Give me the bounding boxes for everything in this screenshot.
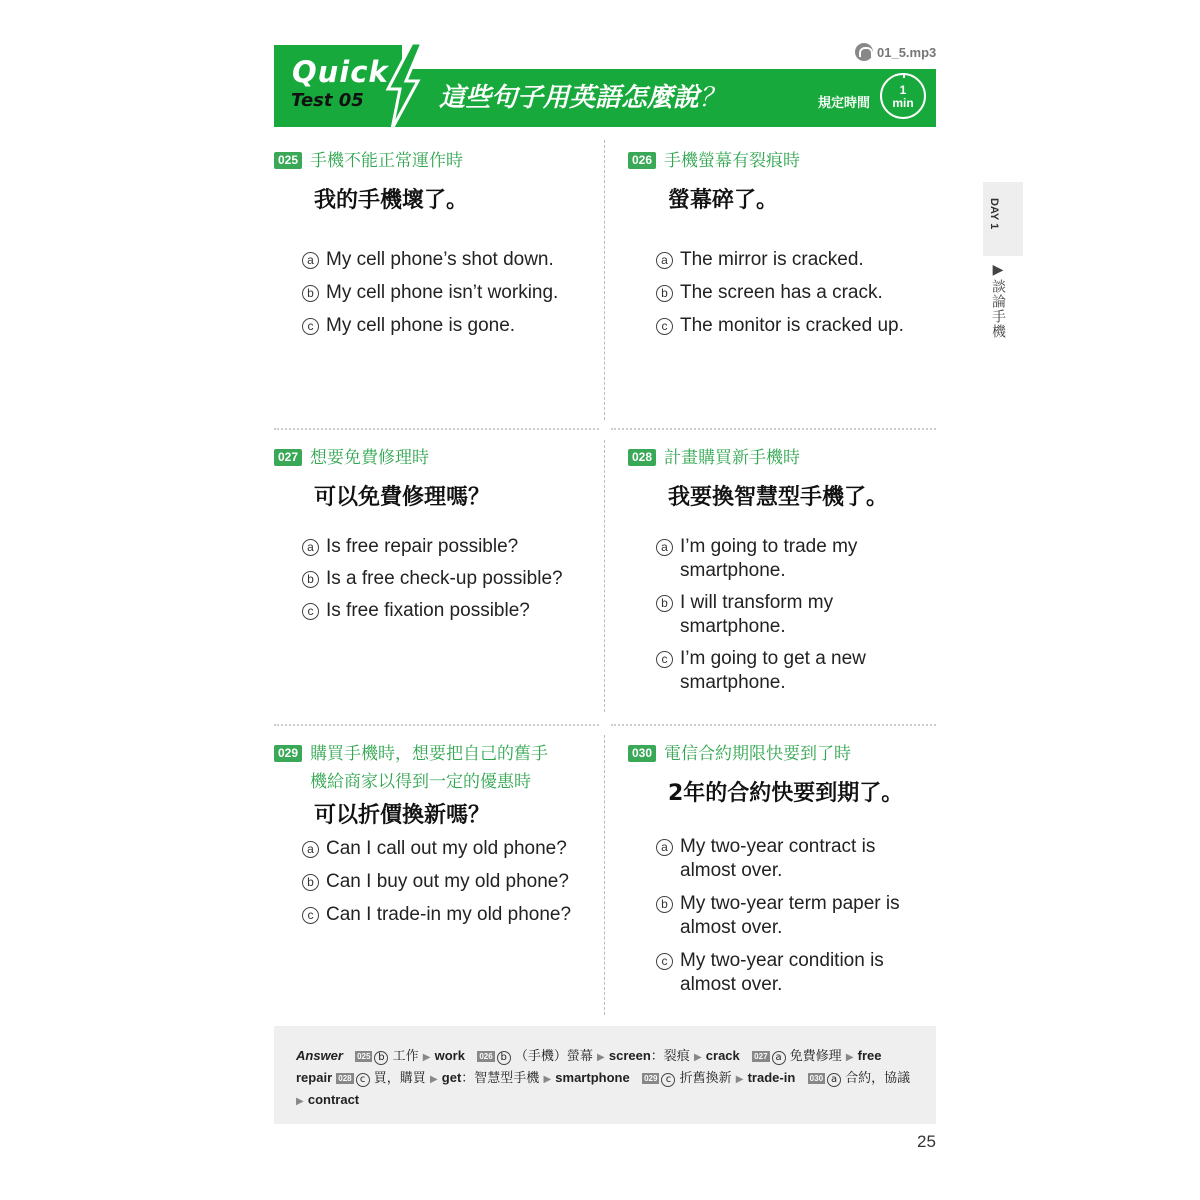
question-header [628, 740, 948, 768]
option-text: The mirror is cracked. [680, 249, 864, 270]
option-b[interactable] [656, 591, 948, 639]
option-marker: c [302, 603, 319, 620]
question-number: 025 [274, 152, 302, 169]
answer-marker: a [827, 1073, 841, 1087]
chinese-sentence: 我要換智慧型手機了。 [668, 485, 889, 510]
answer-zh: 折舊換新 [679, 1071, 732, 1086]
answer-options [302, 248, 594, 338]
option-line: I will transform my [680, 592, 834, 613]
option-line: almost over. [680, 860, 783, 881]
option-marker: a [656, 839, 673, 856]
option-b[interactable] [302, 281, 594, 305]
question-context [664, 147, 800, 175]
option-a[interactable] [656, 835, 948, 883]
option-text [680, 647, 866, 695]
chinese-sentence: 2年的合約快要到期了。 [668, 781, 904, 806]
question-header [628, 147, 948, 175]
answer-en: get [441, 1070, 462, 1085]
timer-unit: min [892, 96, 914, 110]
arrow-icon: ▶ [422, 1052, 431, 1063]
option-marker: a [302, 539, 319, 556]
context-line: 機給商家以得到一定的優惠時 [310, 772, 532, 792]
row-divider [274, 724, 599, 726]
answer-zh: 合約，協議 [845, 1071, 911, 1086]
question-block [274, 147, 594, 338]
option-marker: b [302, 285, 319, 302]
question-number: 027 [274, 449, 302, 466]
question-context [310, 444, 429, 472]
page-number: 25 [917, 1132, 936, 1151]
option-text: My cell phone’s shot down. [326, 249, 554, 270]
option-line: almost over. [680, 917, 783, 938]
answer-en: screen [608, 1048, 651, 1063]
question-number: 030 [628, 745, 656, 762]
time-limit-label: 規定時間 [818, 96, 871, 111]
test-number: Test 05 [291, 90, 364, 111]
page-title-text: 這些句子用英語怎麼說 [439, 83, 700, 113]
answer-options [656, 835, 948, 997]
answer-zh: 買，購買 [373, 1071, 426, 1086]
context-line: 手機不能正常運作時 [310, 151, 464, 171]
option-text [680, 835, 875, 883]
context-line: 購買手機時，想要把自己的舊手 [310, 744, 549, 764]
answer-zh: 工作 [392, 1049, 419, 1064]
answer-zh: （手機）螢幕 [514, 1049, 593, 1064]
option-marker: c [302, 318, 319, 335]
answer-marker: a [772, 1051, 786, 1065]
question-header [628, 444, 948, 472]
day-label: DAY 1 [988, 198, 1000, 230]
chinese-sentence: 螢幕碎了。 [668, 188, 779, 213]
answer-en: free repair [296, 1048, 882, 1085]
option-marker: a [656, 539, 673, 556]
context-line: 想要免費修理時 [310, 448, 430, 468]
answer-item [477, 1049, 739, 1064]
option-line: smartphone. [680, 616, 786, 637]
answer-options [656, 535, 948, 695]
row-divider [274, 428, 599, 430]
option-line: I’m going to get a new [680, 648, 866, 669]
option-marker: b [302, 874, 319, 891]
option-line: smartphone. [680, 672, 786, 693]
question-context [310, 740, 548, 796]
answer-zh: 免費修理 [789, 1049, 842, 1064]
option-marker: c [656, 651, 673, 668]
option-c[interactable] [656, 949, 948, 997]
context-line: 計畫購買新手機時 [664, 448, 801, 468]
option-text: Can I trade-in my old phone? [326, 904, 572, 925]
answer-en: smartphone [555, 1070, 630, 1085]
row-divider [611, 428, 936, 430]
answer-options [656, 248, 948, 338]
option-line: My two-year contract is [680, 836, 876, 857]
option-text: The monitor is cracked up. [680, 315, 904, 336]
question-block [628, 444, 948, 695]
option-text: My cell phone isn’t working. [326, 282, 559, 303]
answer-number: 025 [357, 1052, 371, 1061]
chinese-sentence: 我的手機壞了。 [314, 188, 469, 213]
question-number: 028 [628, 449, 656, 466]
option-text: Can I buy out my old phone? [326, 871, 569, 892]
option-b[interactable] [302, 870, 599, 894]
answer-en: trade-in [747, 1070, 796, 1085]
question-context [664, 740, 851, 768]
arrow-icon: ▶ [296, 1096, 304, 1107]
arrow-icon: ▶ [429, 1074, 438, 1085]
option-marker: a [302, 841, 319, 858]
option-marker: b [656, 595, 673, 612]
quick-label: Quick [292, 55, 389, 89]
option-a[interactable] [302, 837, 599, 861]
option-c[interactable] [656, 314, 948, 338]
answer-item [642, 1071, 795, 1086]
arrow-icon: ▶ [597, 1052, 605, 1063]
option-text: Is a free check-up possible? [326, 568, 563, 589]
option-line: My two-year condition is [680, 950, 884, 971]
answer-en: work [434, 1048, 465, 1063]
answer-marker: b [497, 1051, 511, 1065]
question-block [274, 740, 599, 927]
option-b[interactable] [302, 567, 594, 591]
option-text: Is free repair possible? [326, 536, 519, 557]
answer-zh: ：裂痕 [650, 1049, 690, 1064]
answer-marker: b [374, 1051, 388, 1065]
question-context [664, 444, 800, 472]
option-marker: c [302, 907, 319, 924]
option-c[interactable] [302, 599, 594, 623]
arrow-icon: ▶ [845, 1052, 854, 1063]
option-text [680, 535, 857, 583]
option-c[interactable] [302, 903, 599, 927]
answer-item [336, 1071, 629, 1086]
question-block [274, 444, 594, 623]
row-divider [611, 724, 936, 726]
option-marker: b [656, 896, 673, 913]
option-marker: a [656, 252, 673, 269]
answer-number: 028 [338, 1074, 352, 1083]
option-c[interactable] [302, 314, 594, 338]
option-marker: b [656, 285, 673, 302]
answer-zh: ：智慧型手機 [461, 1071, 540, 1086]
context-line: 手機螢幕有裂痕時 [664, 151, 801, 171]
option-a[interactable] [302, 248, 594, 272]
context-line: 電信合約期限快要到了時 [664, 744, 852, 764]
option-marker: c [656, 318, 673, 335]
option-marker: b [302, 571, 319, 588]
answer-item [355, 1049, 465, 1064]
option-line: almost over. [680, 974, 783, 995]
answer-number: 027 [754, 1052, 768, 1061]
question-header [274, 740, 599, 796]
audio-filename: 01_5.mp3 [877, 44, 937, 60]
lightning-bolt-icon [382, 43, 424, 129]
question-number: 029 [274, 745, 302, 762]
question-header [274, 444, 594, 472]
quiz-header [274, 45, 936, 127]
answer-marker: c [661, 1073, 675, 1087]
option-a[interactable] [656, 248, 948, 272]
question-block [628, 740, 948, 997]
option-text: The screen has a crack. [680, 282, 883, 303]
answer-en: contract [307, 1092, 360, 1107]
column-divider [604, 735, 605, 1015]
arrow-icon: ▶ [693, 1052, 702, 1063]
option-b[interactable] [656, 892, 948, 940]
option-text: Can I call out my old phone? [326, 838, 567, 859]
option-b[interactable] [656, 281, 948, 305]
column-divider [604, 140, 605, 420]
question-number: 026 [628, 152, 656, 169]
column-divider [604, 440, 605, 712]
page-title-mark: ？ [699, 83, 726, 113]
option-a[interactable] [302, 535, 594, 559]
answer-options [302, 837, 599, 927]
option-line: My two-year term paper is [680, 893, 900, 914]
answer-options [302, 535, 594, 623]
option-c[interactable] [656, 647, 948, 695]
answer-key [274, 1026, 936, 1124]
timer-value: 1 [899, 83, 907, 97]
arrow-icon: ▶ [735, 1074, 744, 1085]
question-block [628, 147, 948, 338]
answer-number: 026 [479, 1052, 493, 1061]
option-text [680, 591, 833, 639]
answer-number: 029 [644, 1074, 658, 1083]
timer-icon [880, 73, 926, 119]
answer-marker: c [356, 1073, 370, 1087]
option-line: I’m going to trade my [680, 536, 858, 557]
topic-label: ▶談論手機 [990, 262, 1006, 339]
arrow-icon: ▶ [543, 1074, 552, 1085]
chinese-sentence: 可以折價換新嗎？ [314, 803, 491, 828]
option-a[interactable] [656, 535, 948, 583]
option-text [680, 949, 884, 997]
option-text: My cell phone is gone. [326, 315, 516, 336]
answer-label: Answer [296, 1048, 343, 1063]
answer-en: crack [705, 1048, 740, 1063]
page-title [439, 77, 725, 114]
option-line: smartphone. [680, 560, 786, 581]
answer-number: 030 [809, 1074, 824, 1083]
option-text: Is free fixation possible? [326, 600, 530, 621]
option-marker: a [302, 252, 319, 269]
question-header [274, 147, 594, 175]
option-text [680, 892, 900, 940]
question-context [310, 147, 463, 175]
option-marker: c [656, 953, 673, 970]
chinese-sentence: 可以免費修理嗎？ [314, 485, 491, 510]
